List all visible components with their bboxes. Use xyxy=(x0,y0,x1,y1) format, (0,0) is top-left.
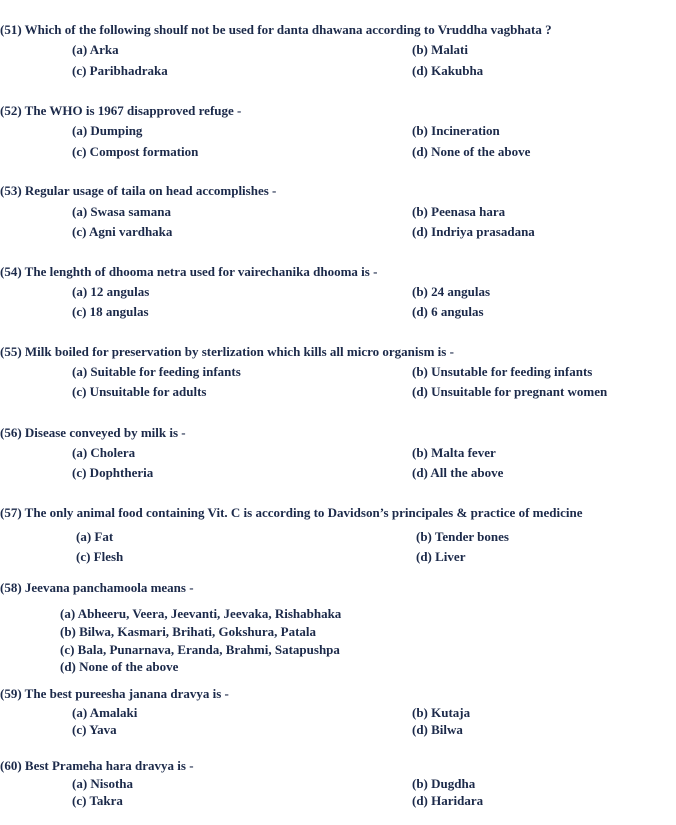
q60-option-a: (a) Nisotha xyxy=(72,776,134,791)
question-58: (58) Jeevana panchamoola means - xyxy=(0,580,194,595)
q52-option-b: (b) Incineration xyxy=(412,123,500,138)
q52-option-a: (a) Dumping xyxy=(72,123,143,138)
q55-option-a: (a) Suitable for feeding infants xyxy=(72,364,241,379)
q53-option-c: (c) Agni vardhaka xyxy=(72,224,173,239)
q56-option-d: (d) All the above xyxy=(412,465,504,480)
q55-option-b: (b) Unsutable for feeding infants xyxy=(412,364,593,379)
q59-option-b: (b) Kutaja xyxy=(412,705,471,720)
q52-option-c: (c) Compost formation xyxy=(72,144,199,159)
q51-option-c: (c) Paribhadraka xyxy=(72,63,168,78)
q56-option-c: (c) Dophtheria xyxy=(72,465,154,480)
q59-option-d: (d) Bilwa xyxy=(412,722,463,737)
q53-option-d: (d) Indriya prasadana xyxy=(412,224,535,239)
q58-option-a: (a) Abheeru, Veera, Jeevanti, Jeevaka, Rishabhaka xyxy=(60,606,342,621)
q54-option-d: (d) 6 angulas xyxy=(412,304,484,319)
q57-option-d: (d) Liver xyxy=(416,549,466,564)
q51-option-b: (b) Malati xyxy=(412,42,468,57)
q51-option-a: (a) Arka xyxy=(72,42,119,57)
q60-option-c: (c) Takra xyxy=(72,793,123,808)
q57-option-c: (c) Flesh xyxy=(76,549,124,564)
question-60: (60) Best Prameha hara dravya is - xyxy=(0,758,194,773)
question-51: (51) Which of the following shoulf not be used for danta dhawana according to Vruddha vagbhata ? xyxy=(0,22,552,37)
q55-option-c: (c) Unsuitable for adults xyxy=(72,384,207,399)
q58-option-d: (d) None of the above xyxy=(60,659,179,674)
question-57: (57) The only animal food containing Vit. C is according to Davidson’s principales & practice of medicine xyxy=(0,505,583,520)
q60-option-b: (b) Dugdha xyxy=(412,776,476,791)
q56-option-b: (b) Malta fever xyxy=(412,445,496,460)
q53-option-b: (b) Peenasa hara xyxy=(412,204,506,219)
q54-option-a: (a) 12 angulas xyxy=(72,284,150,299)
question-54: (54) The lenghth of dhooma netra used for vairechanika dhooma is - xyxy=(0,264,378,279)
question-52: (52) The WHO is 1967 disapproved refuge - xyxy=(0,103,242,118)
q54-option-c: (c) 18 angulas xyxy=(72,304,149,319)
question-59: (59) The best pureesha janana dravya is - xyxy=(0,686,229,701)
question-53: (53) Regular usage of taila on head accomplishes - xyxy=(0,183,277,198)
q51-option-d: (d) Kakubha xyxy=(412,63,484,78)
q59-option-c: (c) Yava xyxy=(72,722,117,737)
q55-option-d: (d) Unsuitable for pregnant women xyxy=(412,384,608,399)
q54-option-b: (b) 24 angulas xyxy=(412,284,491,299)
q57-option-b: (b) Tender bones xyxy=(416,529,509,544)
q57-option-a: (a) Fat xyxy=(76,529,114,544)
question-55: (55) Milk boiled for preservation by sterlization which kills all micro organism is - xyxy=(0,344,454,359)
q53-option-a: (a) Swasa samana xyxy=(72,204,171,219)
q59-option-a: (a) Amalaki xyxy=(72,705,138,720)
q52-option-d: (d) None of the above xyxy=(412,144,531,159)
q60-option-d: (d) Haridara xyxy=(412,793,484,808)
question-56: (56) Disease conveyed by milk is - xyxy=(0,425,186,440)
q56-option-a: (a) Cholera xyxy=(72,445,136,460)
q58-option-c: (c) Bala, Punarnava, Eranda, Brahmi, Satapushpa xyxy=(60,642,340,657)
q58-option-b: (b) Bilwa, Kasmari, Brihati, Gokshura, Patala xyxy=(60,624,317,639)
